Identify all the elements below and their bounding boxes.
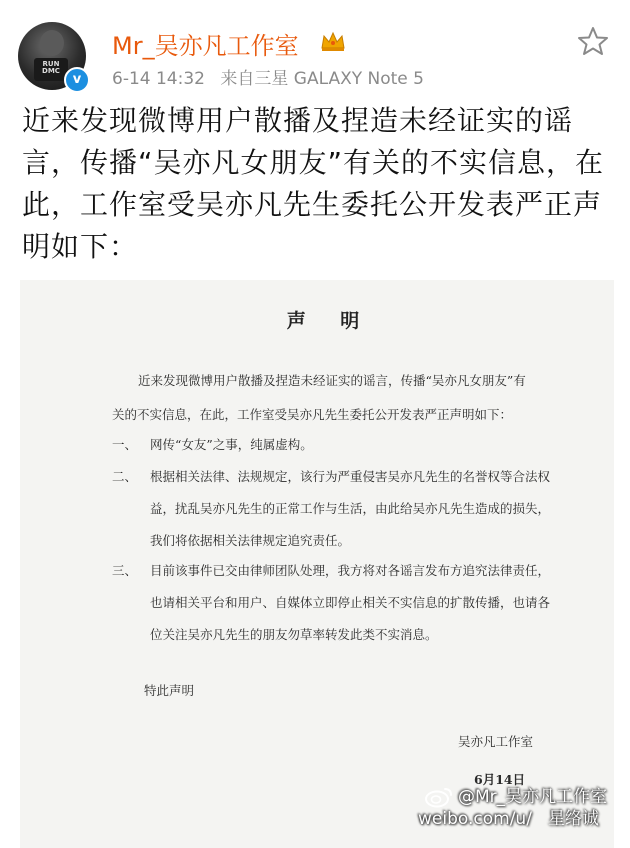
statement-title: 声 明 <box>286 310 374 332</box>
statement-item-line: 网传“女友”之事，纯属虚构。 <box>150 437 313 452</box>
statement-item-line: 目前该事件已交由律师团队处理，我方将对各谣言发布方追究法律责任， <box>150 563 551 578</box>
statement-item-line: 根据相关法律、法规规定，该行为严重侵害吴亦凡先生的名誉权等合法权 <box>150 469 551 484</box>
avatar-shirt-text: RUN DMC <box>34 58 68 81</box>
crown-icon <box>320 30 346 52</box>
statement-item-line: 也请相关平台和用户、自媒体立即停止相关不实信息的扩散传播，也请各 <box>150 595 551 610</box>
weibo-watermark <box>418 784 618 844</box>
verified-badge-icon: v <box>64 67 90 93</box>
post-line: 此，工作室受吴亦凡先生委托公开发表严正声 <box>22 188 603 221</box>
statement-item-line: 位关注吴亦凡先生的朋友勿草率转发此类不实消息。 <box>150 627 438 642</box>
statement-item-number: 二、 <box>112 469 138 484</box>
post-line: 近来发现微博用户散播及捏造未经证实的谣 <box>22 104 574 137</box>
statement-item-number: 一、 <box>112 437 138 452</box>
post-body <box>22 100 612 268</box>
username-link[interactable]: Mr_吴亦凡工作室 <box>112 32 299 60</box>
statement-image[interactable] <box>20 280 614 848</box>
post-line: 明如下： <box>22 230 139 263</box>
star-icon[interactable] <box>577 26 609 56</box>
statement-intro: 关的不实信息，在此，工作室受吴亦凡先生委托公开发表严正声明如下： <box>112 407 513 422</box>
post-header <box>0 0 630 100</box>
watermark-overlay-text: 星络诚 <box>548 809 599 829</box>
avatar-head <box>40 30 64 56</box>
post-source: 来自三星 GALAXY Note 5 <box>220 69 424 89</box>
statement-intro: 近来发现微博用户散播及捏造未经证实的谣言，传播“吴亦凡女朋友”有 <box>138 373 526 388</box>
watermark-url: weibo.com/u/ <box>418 809 532 829</box>
post-time: 6-14 14:32 <box>112 69 205 89</box>
statement-signature: 吴亦凡工作室 <box>458 734 534 749</box>
statement-closing: 特此声明 <box>144 683 195 698</box>
post-meta <box>112 64 424 89</box>
statement-item-number: 三、 <box>112 563 138 578</box>
watermark-handle: @Mr_吴亦凡工作室 <box>458 787 608 807</box>
statement-item-line: 益，扰乱吴亦凡先生的正常工作与生活，由此给吴亦凡先生造成的损失， <box>150 501 551 516</box>
post-line: 言，传播“吴亦凡女朋友”有关的不实信息，在 <box>22 146 605 179</box>
weibo-logo-icon <box>424 786 454 808</box>
statement-date: 6月14日 <box>474 772 526 787</box>
statement-item-line: 我们将依据相关法律规定追究责任。 <box>150 533 351 548</box>
